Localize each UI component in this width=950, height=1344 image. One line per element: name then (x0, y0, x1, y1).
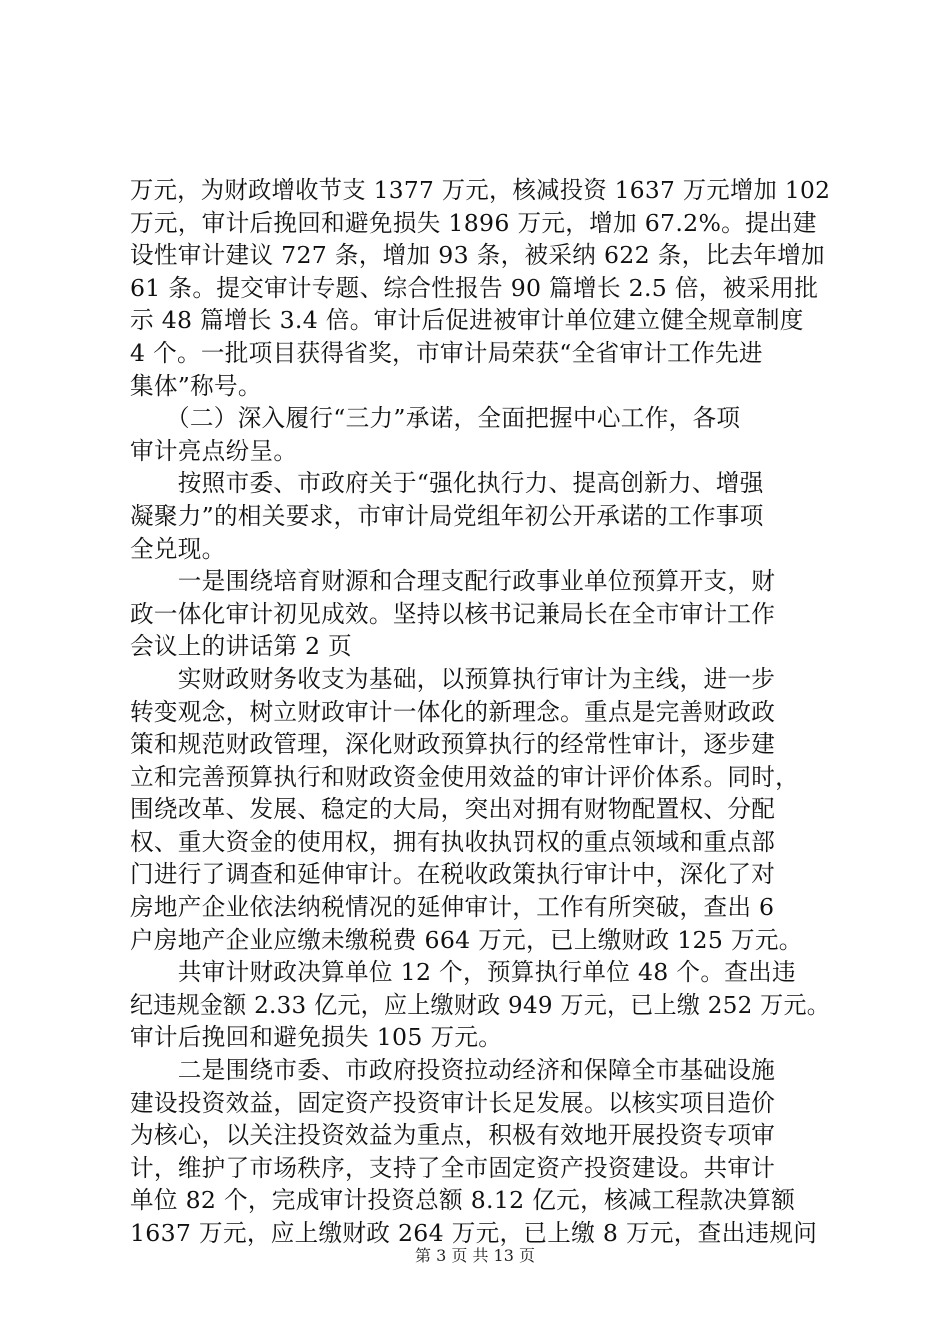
text-line: （二）深入履行“三力”承诺，全面把握中心工作，各项 (130, 404, 741, 433)
text-line: 户房地产企业应缴未缴税费 664 万元，已上缴财政 125 万元。 (130, 925, 803, 954)
text-line: 政一体化审计初见成效。坚持以核书记兼局长在全市审计工作 (130, 599, 776, 628)
text-line: 二是围绕市委、市政府投资拉动经济和保障全市基础设施 (130, 1056, 776, 1085)
text-line: 4 个。一批项目获得省奖，市审计局荣获“全省审计工作先进 (130, 338, 763, 367)
text-line: 围绕改革、发展、稳定的大局，突出对拥有财物配置权、分配 (130, 795, 776, 824)
document-body (130, 174, 830, 1250)
text-line: 61 条。提交审计专题、综合性报告 90 篇增长 2.5 倍，被采用批 (130, 273, 819, 302)
page-footer: 第 3 页 共 13 页 (415, 1246, 535, 1265)
text-line: 纪违规金额 2.33 亿元，应上缴财政 949 万元，已上缴 252 万元。 (130, 990, 831, 1019)
text-line: 策和规范财政管理，深化财政预算执行的经常性审计，逐步建 (130, 730, 776, 759)
text-line: 权、重大资金的使用权，拥有执收执罚权的重点领域和重点部 (130, 827, 776, 856)
text-line: 1637 万元，应上缴财政 264 万元，已上缴 8 万元，查出违规问 (130, 1219, 818, 1247)
text-line: 转变观念，树立财政审计一体化的新理念。重点是完善财政政 (130, 697, 776, 726)
text-line: 设性审计建议 727 条，增加 93 条，被采纳 622 条，比去年增加 (130, 241, 825, 270)
text-line: 单位 82 个，完成审计投资总额 8.12 亿元，核减工程款决算额 (130, 1186, 796, 1215)
text-line: 示 48 篇增长 3.4 倍。审计后促进被审计单位建立健全规章制度 (130, 306, 804, 335)
text-line: 凝聚力”的相关要求，市审计局党组年初公开承诺的工作事项 (130, 501, 764, 530)
text-line: 万元，审计后挽回和避免损失 1896 万元，增加 67.2%。提出建 (130, 208, 817, 237)
text-line: 为核心，以关注投资效益为重点，积极有效地开展投资专项审 (130, 1121, 776, 1150)
text-line: 全兑现。 (130, 534, 226, 563)
text-line: 门进行了调查和延伸审计。在税收政策执行审计中，深化了对 (130, 860, 776, 889)
text-line: 建设投资效益，固定资产投资审计长足发展。以核实项目造价 (130, 1088, 776, 1117)
text-line: 计，维护了市场秩序，支持了全市固定资产投资建设。共审计 (130, 1153, 776, 1182)
text-line: 共审计财政决算单位 12 个，预算执行单位 48 个。查出违 (130, 958, 796, 987)
text-line: 实财政财务收支为基础，以预算执行审计为主线，进一步 (130, 664, 776, 693)
text-line: 会议上的讲话第 2 页 (130, 632, 353, 661)
text-line: 房地产企业依法纳税情况的延伸审计，工作有所突破，查出 6 (130, 893, 775, 922)
text-line: 集体”称号。 (130, 371, 262, 400)
text-line: 万元，为财政增收节支 1377 万元，核减投资 1637 万元增加 102 (130, 176, 831, 204)
text-line: 审计后挽回和避免损失 105 万元。 (130, 1023, 503, 1052)
text-line: 按照市委、市政府关于“强化执行力、提高创新力、增强 (130, 469, 764, 498)
text-line: 审计亮点纷呈。 (130, 436, 298, 465)
text-line: 立和完善预算执行和财政资金使用效益的审计评价体系。同时， (130, 762, 800, 791)
text-line: 一是围绕培育财源和合理支配行政事业单位预算开支，财 (130, 567, 776, 596)
